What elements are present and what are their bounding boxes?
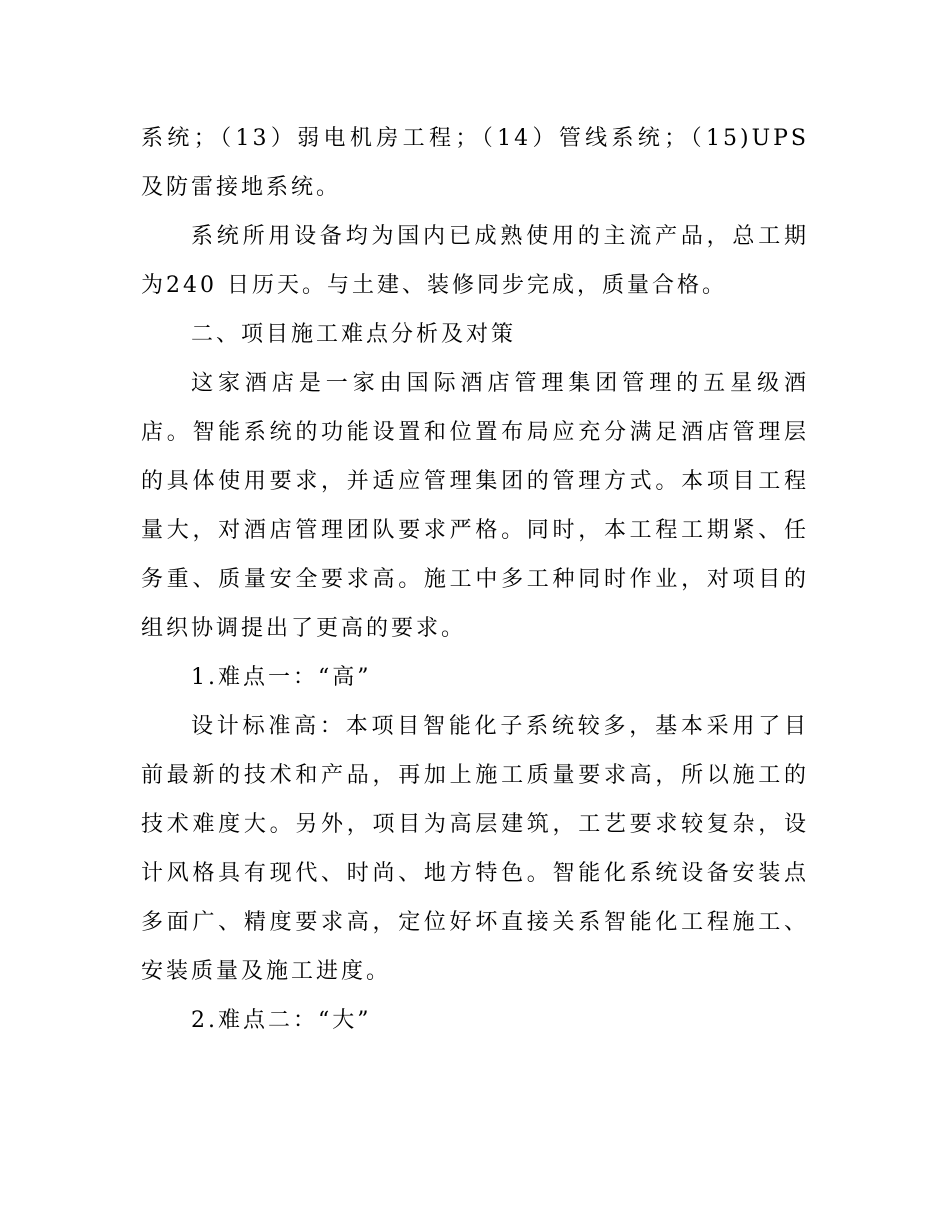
section-heading-difficulty-analysis: 二、项目施工难点分析及对策 [191,322,517,347]
paragraph-subsystem-list-continued: 系统；（13）弱电机房工程；（14）管线系统；（15)UPS 及防雷接地系统。 [141,126,809,200]
document-body [141,114,809,1045]
subheading-difficulty-two: 2.难点二：“大” [191,1008,372,1033]
paragraph-hotel-overview: 这家酒店是一家由国际酒店管理集团管理的五星级酒店。智能系统的功能设置和位置布局应充分满足酒店管理层的具体使用要求，并适应管理集团的管理方式。本项目工程量大，对酒店管理团队要求严格。同时，本工程工期紧、任务重、质量安全要求高。施工中多工种同时作业，对项目的组织协调提出了更高的要求。 [141,371,809,641]
subheading-difficulty-one: 1.难点一：“高” [191,665,372,690]
paragraph-design-standard: 设计标准高：本项目智能化子系统较多，基本采用了目前最新的技术和产品，再加上施工质量要求高，所以施工的技术难度大。另外，项目为高层建筑，工艺要求较复杂，设计风格具有现代、时尚、地方特色。智能化系统设备安装点多面广、精度要求高，定位好坏直接关系智能化工程施工、安装质量及施工进度。 [141,714,809,984]
paragraph-equipment-and-schedule: 系统所用设备均为国内已成熟使用的主流产品，总工期为240 日历天。与土建、装修同步完成，质量合格。 [141,224,809,298]
